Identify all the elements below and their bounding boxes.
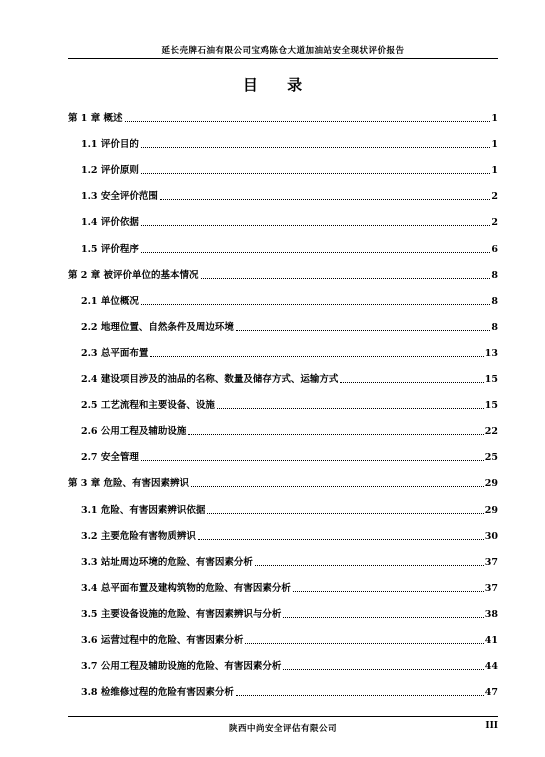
toc-section-entry[interactable] bbox=[81, 556, 498, 570]
toc-dot-leader bbox=[245, 643, 483, 644]
toc-dot-leader bbox=[340, 382, 483, 383]
toc-dot-leader bbox=[283, 669, 483, 670]
toc-entry-label: 2.5 工艺流程和主要设备、设施 bbox=[81, 400, 215, 412]
toc-entry-page: 22 bbox=[484, 426, 498, 438]
toc-entry-label: 2.3 总平面布置 bbox=[81, 347, 149, 359]
toc-entry-label: 3.6 运营过程中的危险、有害因素分析 bbox=[81, 635, 244, 646]
toc-entry-label: 第 1 章 概述 bbox=[68, 113, 123, 124]
toc-entry-label: 1.5 评价程序 bbox=[81, 243, 139, 255]
toc-chapter-entry[interactable] bbox=[68, 477, 498, 491]
toc-dot-leader bbox=[141, 147, 491, 148]
toc-entry-label: 1.2 评价原则 bbox=[81, 165, 139, 177]
toc-entry-label: 2.2 地理位置、自然条件及周边环境 bbox=[81, 321, 234, 333]
footer-company: 陕西中尚安全评估有限公司 bbox=[228, 724, 337, 734]
toc-entry-label: 2.6 公用工程及辅助设施 bbox=[81, 426, 187, 438]
toc-entry-label: 1.4 评价依据 bbox=[81, 217, 139, 229]
toc-section-entry[interactable] bbox=[81, 243, 498, 257]
toc-entry-page: 1 bbox=[491, 113, 498, 124]
toc-dot-leader bbox=[217, 408, 484, 409]
toc-entry-page: 8 bbox=[491, 321, 498, 333]
toc-chapter-entry[interactable] bbox=[68, 112, 498, 126]
toc-dot-leader bbox=[141, 304, 491, 305]
toc-entry-page: 1 bbox=[491, 165, 498, 177]
toc-entry-page: 13 bbox=[484, 347, 498, 359]
toc-section-entry[interactable] bbox=[81, 582, 498, 596]
toc-chapter-entry[interactable] bbox=[68, 269, 498, 283]
toc-entry-page: 2 bbox=[491, 191, 498, 203]
toc-entry-page: 30 bbox=[484, 530, 498, 542]
toc-entry-page: 1 bbox=[491, 139, 498, 151]
toc-entry-label: 第 3 章 危险、有害因素辨识 bbox=[68, 478, 190, 490]
toc-section-entry[interactable] bbox=[81, 347, 498, 361]
toc-entry-page: 29 bbox=[484, 478, 498, 490]
toc-section-entry[interactable] bbox=[81, 425, 498, 439]
toc-dot-leader bbox=[141, 460, 484, 461]
toc-entry-label: 1.1 评价目的 bbox=[81, 139, 139, 151]
toc-section-entry[interactable] bbox=[81, 608, 498, 622]
toc-entry-label: 3.4 总平面布置及建构筑物的危险、有害因素分析 bbox=[81, 582, 291, 594]
toc-entry-label: 2.4 建设项目涉及的油品的名称、数量及储存方式、运输方式 bbox=[81, 374, 339, 385]
toc-section-entry[interactable] bbox=[81, 530, 498, 544]
toc-entry-page: 29 bbox=[484, 504, 498, 516]
toc-entry-page: 41 bbox=[484, 635, 498, 646]
toc-section-entry[interactable] bbox=[81, 399, 498, 413]
toc-section-entry[interactable] bbox=[81, 138, 498, 152]
toc-section-entry[interactable] bbox=[81, 190, 498, 204]
toc-dot-leader bbox=[198, 539, 484, 540]
toc-section-entry[interactable] bbox=[81, 451, 498, 465]
header-divider bbox=[68, 58, 498, 59]
toc-section-entry[interactable] bbox=[81, 321, 498, 335]
toc-entry-label: 第 2 章 被评价单位的基本情况 bbox=[68, 269, 199, 281]
toc-dot-leader bbox=[255, 565, 484, 566]
toc-section-entry[interactable] bbox=[81, 295, 498, 309]
toc-dot-leader bbox=[283, 617, 483, 618]
toc-dot-leader bbox=[160, 199, 491, 200]
toc-entry-page: 47 bbox=[484, 687, 498, 699]
toc-dot-leader bbox=[141, 252, 491, 253]
toc-entry-page: 15 bbox=[484, 374, 498, 385]
toc-section-entry[interactable] bbox=[81, 164, 498, 178]
toc-dot-leader bbox=[150, 356, 483, 357]
toc-entry-page: 38 bbox=[484, 608, 498, 620]
toc-dot-leader bbox=[141, 173, 491, 174]
toc-entry-page: 2 bbox=[491, 217, 498, 229]
toc-entry-label: 3.1 危险、有害因素辨识依据 bbox=[81, 504, 206, 516]
toc-dot-leader bbox=[191, 486, 484, 487]
toc-entry-label: 3.5 主要设备设施的危险、有害因素辨识与分析 bbox=[81, 608, 282, 620]
toc-entry-page: 15 bbox=[484, 400, 498, 412]
toc-entry-page: 6 bbox=[491, 243, 498, 255]
toc-entry-page: 44 bbox=[484, 661, 498, 673]
page-header: 延长壳牌石油有限公司宝鸡陈仓大道加油站安全现状评价报告 bbox=[161, 46, 405, 56]
toc-dot-leader bbox=[188, 434, 483, 435]
toc-dot-leader bbox=[207, 513, 483, 514]
toc-entry-page: 8 bbox=[491, 269, 498, 281]
toc-section-entry[interactable] bbox=[81, 686, 498, 700]
toc-entry-label: 3.3 站址周边环境的危险、有害因素分析 bbox=[81, 556, 253, 568]
toc-dot-leader bbox=[293, 591, 484, 592]
toc-section-entry[interactable] bbox=[81, 504, 498, 518]
toc-entry-label: 2.7 安全管理 bbox=[81, 452, 139, 464]
toc-entry-page: 25 bbox=[484, 452, 498, 464]
toc-entry-label: 2.1 单位概况 bbox=[81, 295, 139, 307]
toc-section-entry[interactable] bbox=[81, 373, 498, 387]
toc-entry-label: 1.3 安全评价范围 bbox=[81, 191, 158, 203]
toc-section-entry[interactable] bbox=[81, 660, 498, 674]
toc-entry-label: 3.8 检维修过程的危险有害因素分析 bbox=[81, 687, 234, 699]
toc-dot-leader bbox=[125, 121, 491, 122]
toc-title: 目 录 bbox=[242, 76, 315, 94]
toc-entry-page: 8 bbox=[491, 295, 498, 307]
toc-dot-leader bbox=[201, 278, 491, 279]
toc-entry-label: 3.2 主要危险有害物质辨识 bbox=[81, 530, 196, 542]
footer-page-number: III bbox=[485, 721, 498, 731]
toc-dot-leader bbox=[236, 695, 484, 696]
toc-section-entry[interactable] bbox=[81, 634, 498, 648]
footer-divider bbox=[68, 716, 498, 717]
toc-dot-leader bbox=[236, 330, 491, 331]
toc-entry-page: 37 bbox=[484, 582, 498, 594]
toc-entry-page: 37 bbox=[484, 556, 498, 568]
toc-section-entry[interactable] bbox=[81, 216, 498, 230]
toc-entry-label: 3.7 公用工程及辅助设施的危险、有害因素分析 bbox=[81, 661, 282, 673]
toc-dot-leader bbox=[141, 225, 491, 226]
